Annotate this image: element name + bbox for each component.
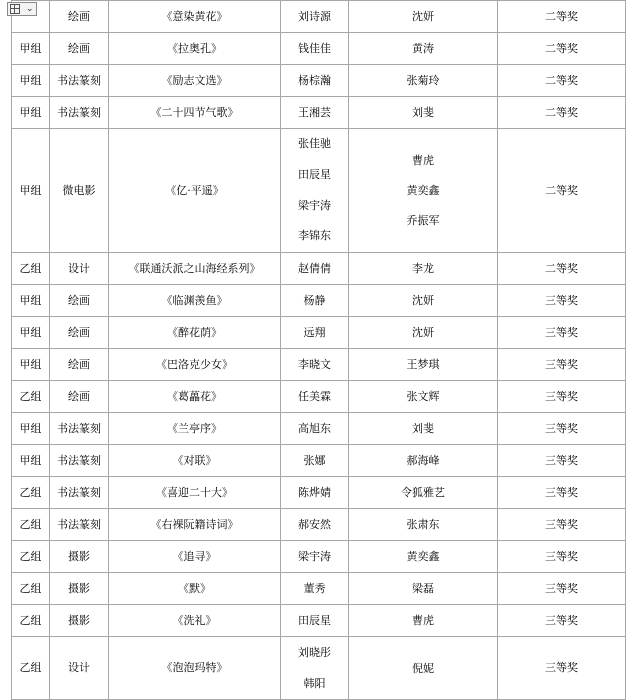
group-cell: 乙组 — [12, 573, 50, 605]
group-cell: 甲组 — [12, 33, 50, 65]
award-cell: 二等奖 — [498, 129, 626, 253]
category-cell: 书法篆刻 — [50, 509, 109, 541]
advisor-name: 张肃东 — [406, 518, 440, 531]
table-row — [12, 381, 626, 413]
table-row — [12, 605, 626, 637]
advisors-cell — [349, 129, 498, 253]
author-name: 杨棕瀚 — [298, 74, 331, 87]
authors-cell — [281, 445, 349, 477]
award-cell: 三等奖 — [498, 509, 626, 541]
work-title-cell: 《泡泡玛特》 — [109, 637, 281, 700]
work-title-cell: 《意染黄花》 — [109, 1, 281, 33]
table-row — [12, 33, 626, 65]
advisor-name: 曹虎 — [412, 614, 434, 627]
advisor-name: 黄涛 — [412, 42, 434, 55]
award-cell: 三等奖 — [498, 573, 626, 605]
advisors-cell — [349, 65, 498, 97]
award-cell: 三等奖 — [498, 413, 626, 445]
advisor-name: 刘斐 — [412, 422, 434, 435]
table-row — [12, 349, 626, 381]
award-cell: 三等奖 — [498, 445, 626, 477]
advisor-name: 乔振军 — [406, 213, 440, 227]
award-cell: 三等奖 — [498, 637, 626, 700]
advisors-cell — [349, 33, 498, 65]
work-title-cell: 《葛藟花》 — [109, 381, 281, 413]
work-title-cell: 《追寻》 — [109, 541, 281, 573]
author-name: 李锦东 — [298, 229, 331, 243]
table-move-handle[interactable] — [7, 2, 37, 16]
category-cell: 设计 — [50, 637, 109, 700]
author-name: 韩阳 — [303, 677, 326, 690]
category-cell: 书法篆刻 — [50, 65, 109, 97]
category-cell: 设计 — [50, 253, 109, 285]
work-title-cell: 《临渊羡鱼》 — [109, 285, 281, 317]
author-name: 任美霖 — [298, 390, 331, 403]
advisor-name: 张文辉 — [406, 390, 440, 403]
work-title-cell: 《亿·平遥》 — [109, 129, 281, 253]
category-cell: 绘画 — [50, 317, 109, 349]
group-cell: 乙组 — [12, 477, 50, 509]
group-cell: 乙组 — [12, 509, 50, 541]
work-title-cell: 《洗礼》 — [109, 605, 281, 637]
category-cell: 绘画 — [50, 285, 109, 317]
work-title-cell: 《拉奥孔》 — [109, 33, 281, 65]
author-name: 刘晓彤 — [298, 646, 331, 659]
advisor-name: 倪妮 — [412, 661, 434, 675]
authors-cell — [281, 573, 349, 605]
authors-cell — [281, 1, 349, 33]
table-row — [12, 509, 626, 541]
author-name: 王湘芸 — [298, 106, 331, 119]
group-cell: 甲组 — [12, 129, 50, 253]
advisors-cell — [349, 381, 498, 413]
group-cell: 甲组 — [12, 285, 50, 317]
category-cell: 绘画 — [50, 1, 109, 33]
authors-cell — [281, 285, 349, 317]
advisors-cell — [349, 477, 498, 509]
author-name: 梁宇涛 — [298, 550, 331, 563]
award-cell: 三等奖 — [498, 477, 626, 509]
advisors-cell — [349, 637, 498, 700]
advisors-cell — [349, 285, 498, 317]
authors-cell — [281, 33, 349, 65]
authors-cell — [281, 253, 349, 285]
advisor-name: 刘斐 — [412, 106, 434, 119]
author-name: 张佳驰 — [298, 137, 331, 150]
advisor-name: 王梦琪 — [406, 358, 440, 371]
award-cell: 三等奖 — [498, 317, 626, 349]
advisors-cell — [349, 605, 498, 637]
table-row — [12, 285, 626, 317]
author-name: 田辰星 — [298, 614, 331, 627]
author-name: 陈烨婧 — [298, 486, 331, 499]
authors-cell — [281, 349, 349, 381]
group-cell: 甲组 — [12, 317, 50, 349]
work-title-cell: 《联通沃派之山海经系列》 — [109, 253, 281, 285]
group-cell: 乙组 — [12, 637, 50, 700]
category-cell: 书法篆刻 — [50, 477, 109, 509]
authors-cell — [281, 317, 349, 349]
awards-table-body — [12, 1, 626, 700]
category-cell: 绘画 — [50, 349, 109, 381]
table-row — [12, 253, 626, 285]
table-row — [12, 413, 626, 445]
table-row — [12, 317, 626, 349]
advisors-cell — [349, 97, 498, 129]
work-title-cell: 《喜迎二十大》 — [109, 477, 281, 509]
group-cell: 甲组 — [12, 97, 50, 129]
category-cell: 绘画 — [50, 381, 109, 413]
award-cell: 二等奖 — [498, 33, 626, 65]
work-title-cell: 《默》 — [109, 573, 281, 605]
award-cell: 三等奖 — [498, 381, 626, 413]
table-row — [12, 541, 626, 573]
author-name: 刘诗源 — [298, 10, 331, 23]
author-name: 李晓文 — [298, 358, 331, 371]
advisors-cell — [349, 445, 498, 477]
advisor-name: 曹虎 — [412, 153, 434, 167]
work-title-cell: 《兰亭序》 — [109, 413, 281, 445]
award-cell: 二等奖 — [498, 65, 626, 97]
author-name: 赵倩倩 — [298, 262, 331, 275]
advisor-name: 郝海峰 — [406, 454, 440, 467]
authors-cell — [281, 129, 349, 253]
advisors-cell — [349, 349, 498, 381]
table-row — [12, 1, 626, 33]
awards-table — [11, 0, 626, 700]
advisors-cell — [349, 509, 498, 541]
advisors-cell — [349, 1, 498, 33]
advisor-name: 沈妍 — [412, 10, 434, 23]
group-cell: 甲组 — [12, 445, 50, 477]
work-title-cell: 《二十四节气歌》 — [109, 97, 281, 129]
authors-cell — [281, 605, 349, 637]
work-title-cell: 《右裸阮籍诗词》 — [109, 509, 281, 541]
authors-cell — [281, 413, 349, 445]
author-name: 田辰星 — [298, 167, 331, 181]
authors-cell — [281, 509, 349, 541]
award-cell: 二等奖 — [498, 253, 626, 285]
advisors-cell — [349, 573, 498, 605]
advisor-name: 沈妍 — [412, 294, 434, 307]
author-name: 杨静 — [303, 294, 326, 307]
advisor-name: 梁磊 — [412, 582, 434, 595]
award-cell: 三等奖 — [498, 605, 626, 637]
group-cell: 乙组 — [12, 541, 50, 573]
table-row — [12, 445, 626, 477]
group-cell: 乙组 — [12, 253, 50, 285]
work-title-cell: 《醉花荫》 — [109, 317, 281, 349]
author-name: 郝安然 — [298, 518, 331, 531]
author-name: 钱佳佳 — [298, 42, 331, 55]
authors-cell — [281, 65, 349, 97]
advisor-name: 令狐雅艺 — [401, 486, 445, 499]
work-title-cell: 《巴洛克少女》 — [109, 349, 281, 381]
advisors-cell — [349, 317, 498, 349]
table-row — [12, 477, 626, 509]
author-name: 张娜 — [303, 454, 326, 467]
advisor-name: 李龙 — [412, 262, 434, 275]
table-row — [12, 637, 626, 700]
authors-cell — [281, 637, 349, 700]
group-cell: 甲组 — [12, 349, 50, 381]
author-name: 董秀 — [303, 582, 326, 595]
group-cell: 乙组 — [12, 381, 50, 413]
advisor-name: 沈妍 — [412, 326, 434, 339]
work-title-cell: 《对联》 — [109, 445, 281, 477]
table-move-handle-icon[interactable] — [10, 4, 20, 14]
category-cell: 摄影 — [50, 541, 109, 573]
authors-cell — [281, 381, 349, 413]
table-row — [12, 573, 626, 605]
authors-cell — [281, 477, 349, 509]
table-row — [12, 129, 626, 253]
author-name: 远翔 — [303, 326, 326, 339]
advisor-name: 黄奕鑫 — [406, 550, 440, 563]
work-title-cell: 《励志文选》 — [109, 65, 281, 97]
category-cell: 书法篆刻 — [50, 97, 109, 129]
advisors-cell — [349, 253, 498, 285]
advisor-name: 张菊玲 — [406, 74, 440, 87]
category-cell: 摄影 — [50, 605, 109, 637]
authors-cell — [281, 97, 349, 129]
author-name: 梁宇涛 — [298, 198, 331, 212]
author-name: 高旭东 — [298, 422, 331, 435]
category-cell: 微电影 — [50, 129, 109, 253]
award-cell: 二等奖 — [498, 1, 626, 33]
advisors-cell — [349, 541, 498, 573]
chevron-down-icon[interactable]: ⌄ — [26, 4, 34, 14]
category-cell: 书法篆刻 — [50, 445, 109, 477]
table-row — [12, 65, 626, 97]
advisors-cell — [349, 413, 498, 445]
award-cell: 三等奖 — [498, 541, 626, 573]
group-cell: 甲组 — [12, 65, 50, 97]
category-cell: 书法篆刻 — [50, 413, 109, 445]
authors-cell — [281, 541, 349, 573]
category-cell: 摄影 — [50, 573, 109, 605]
group-cell: 乙组 — [12, 605, 50, 637]
award-cell: 三等奖 — [498, 285, 626, 317]
group-cell: 甲组 — [12, 413, 50, 445]
award-cell: 二等奖 — [498, 97, 626, 129]
award-cell: 三等奖 — [498, 349, 626, 381]
category-cell: 绘画 — [50, 33, 109, 65]
table-row — [12, 97, 626, 129]
advisor-name: 黄奕鑫 — [406, 183, 440, 197]
